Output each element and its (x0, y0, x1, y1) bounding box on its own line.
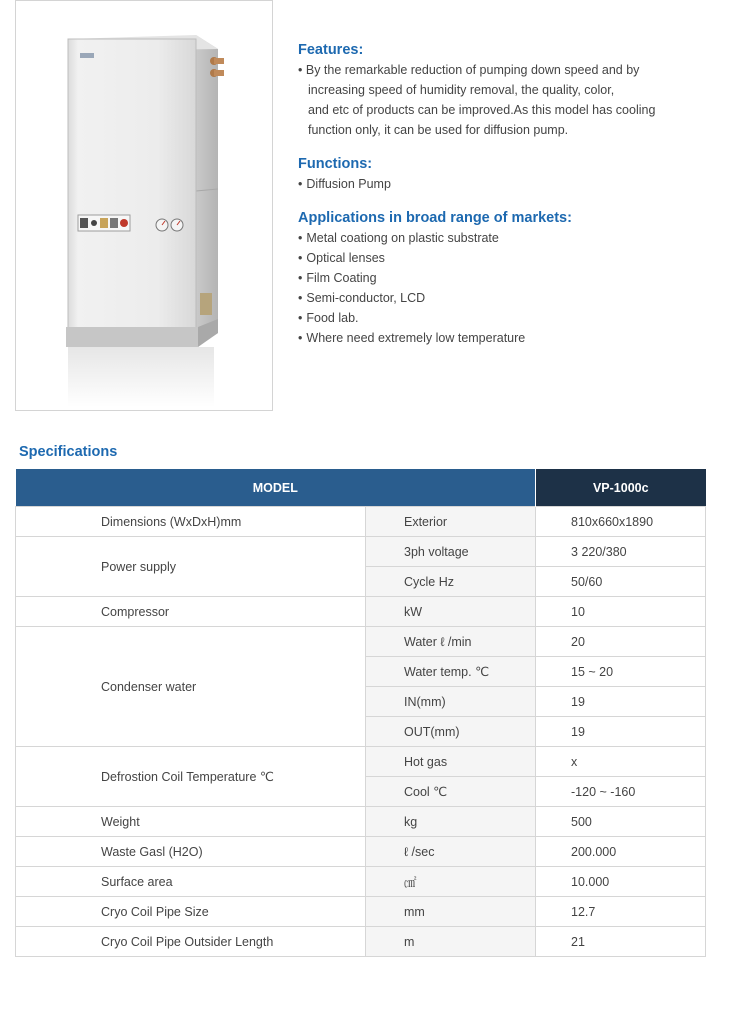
spec-item: Surface area (16, 867, 366, 897)
spec-unit: mm (366, 897, 536, 927)
table-row (16, 597, 706, 627)
features-heading: Features: (298, 42, 364, 58)
functions-item: • Diffusion Pump (298, 174, 718, 194)
spec-value: 10 (536, 597, 706, 627)
spec-value: 12.7 (536, 897, 706, 927)
spec-unit: 3ph voltage (366, 537, 536, 567)
functions-list (298, 174, 718, 194)
spec-item: Dimensions (WxDxH)mm (16, 507, 366, 537)
spec-item: Defrostion Coil Temperature ℃ (16, 747, 366, 807)
header-model: MODEL (16, 469, 536, 507)
functions-heading: Functions: (298, 156, 373, 172)
applications-item: • Metal coationg on plastic substrate (298, 228, 718, 248)
spec-value: 200.000 (536, 837, 706, 867)
spec-value: -120 ~ -160 (536, 777, 706, 807)
spec-unit: ㎠ (366, 867, 536, 897)
spec-value: 15 ~ 20 (536, 657, 706, 687)
spec-item: Cryo Coil Pipe Size (16, 897, 366, 927)
spec-unit: Exterior (366, 507, 536, 537)
features-line: function only, it can be used for diffusion pump. (308, 123, 569, 137)
table-row (16, 897, 706, 927)
spec-item: Condenser water (16, 627, 366, 747)
spec-item: Weight (16, 807, 366, 837)
table-row (16, 927, 706, 957)
features-line: increasing speed of humidity removal, the quality, color, (308, 83, 615, 97)
features-line: • By the remarkable reduction of pumping down speed and by (298, 63, 640, 77)
applications-list (298, 228, 718, 348)
spec-item: Waste Gasl (H2O) (16, 837, 366, 867)
spec-unit: kW (366, 597, 536, 627)
spec-value: 500 (536, 807, 706, 837)
applications-heading: Applications in broad range of markets: (298, 210, 572, 226)
product-image-frame (15, 0, 273, 411)
spec-value: 10.000 (536, 867, 706, 897)
spec-value: 3 220/380 (536, 537, 706, 567)
spec-unit: Cycle Hz (366, 567, 536, 597)
spec-unit: Water temp. ℃ (366, 657, 536, 687)
features-line: and etc of products can be improved.As this model has cooling (308, 103, 656, 117)
product-info (298, 40, 718, 348)
header-model-value: VP-1000c (536, 469, 706, 507)
spec-item: Compressor (16, 597, 366, 627)
spec-unit: kg (366, 807, 536, 837)
table-row (16, 837, 706, 867)
applications-item: • Semi-conductor, LCD (298, 288, 718, 308)
table-row (16, 537, 706, 567)
table-row (16, 627, 706, 657)
applications-item: • Optical lenses (298, 248, 718, 268)
spec-value: 19 (536, 717, 706, 747)
applications-item: • Film Coating (298, 268, 718, 288)
spec-unit: m (366, 927, 536, 957)
spec-unit: ℓ /sec (366, 837, 536, 867)
table-row (16, 747, 706, 777)
features-line-text: By the remarkable reduction of pumping down speed and by (305, 63, 640, 77)
spec-item: Power supply (16, 537, 366, 597)
spec-value: x (536, 747, 706, 777)
specifications-table (15, 469, 706, 957)
spec-value: 20 (536, 627, 706, 657)
table-header-row (16, 469, 706, 507)
spec-value: 810x660x1890 (536, 507, 706, 537)
spec-unit: Cool ℃ (366, 777, 536, 807)
applications-item: • Food lab. (298, 308, 718, 328)
table-row (16, 807, 706, 837)
spec-unit: Water ℓ /min (366, 627, 536, 657)
table-row (16, 867, 706, 897)
applications-item: • Where need extremely low temperature (298, 328, 718, 348)
spec-unit: OUT(mm) (366, 717, 536, 747)
specifications-title: Specifications (19, 444, 118, 460)
spec-value: 19 (536, 687, 706, 717)
spec-item: Cryo Coil Pipe Outsider Length (16, 927, 366, 957)
spec-unit: IN(mm) (366, 687, 536, 717)
product-image (16, 1, 272, 410)
spec-unit: Hot gas (366, 747, 536, 777)
features-text (298, 60, 718, 140)
table-row (16, 507, 706, 537)
spec-value: 21 (536, 927, 706, 957)
spec-value: 50/60 (536, 567, 706, 597)
